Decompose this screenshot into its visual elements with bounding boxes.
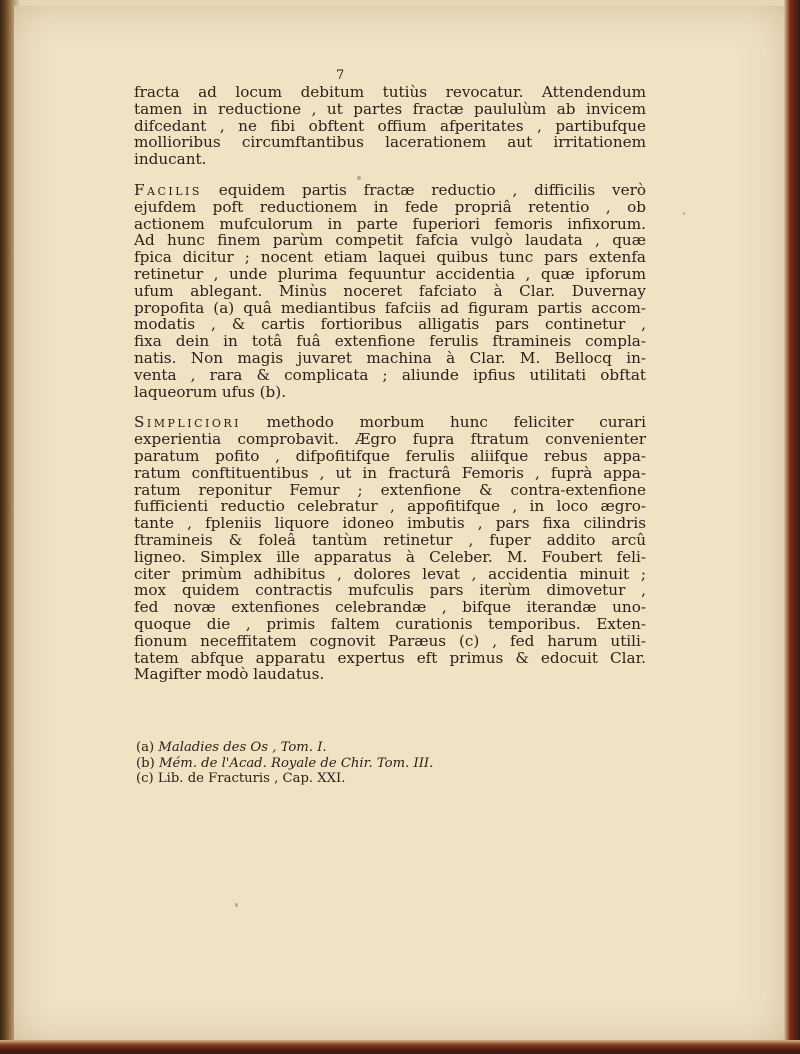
footnote-text: Maladies des Os , Tom. I. <box>158 740 327 755</box>
text-line: laqueorum ufus (b). <box>134 382 287 401</box>
text-line: fed novæ extenfiones celebrandæ , bifque iterandæ uno- <box>134 598 646 617</box>
footnote-mark: (b) <box>136 755 155 771</box>
text-line: modatis , & cartis fortioribus alligatis pars continetur , <box>134 315 646 334</box>
text-line: Magifter modò laudatus. <box>134 665 325 684</box>
text-line: actionem mufculorum in parte fuperiori femoris infixorum. <box>134 214 646 233</box>
footnote-text: Lib. de Fracturis , Cap. XXI. <box>157 771 346 786</box>
text-line: ratum conftituentibus , ut in fracturâ Femoris , fuprà appa- <box>134 463 646 482</box>
text-line: fufficienti reductio celebratur , appofitifque , in loco ægro- <box>134 497 646 516</box>
line-text: methodo morbum hunc feliciter curari <box>240 413 646 432</box>
text-line: inducant. <box>134 150 207 169</box>
footnote-mark: (c) <box>136 771 154 786</box>
text-line: mollioribus circumftantibus lacerationem aut irritationem <box>134 133 646 152</box>
page-edge-bottom <box>0 1040 800 1054</box>
text-line: quoque die , primis faltem curationis temporibus. Exten- <box>134 614 646 633</box>
footnote-c <box>136 771 556 787</box>
footnote-mark: (a) <box>136 740 155 755</box>
text-line: difcedant , ne fibi obftent offium afperitates , partibufque <box>134 116 646 135</box>
text-line: fixa dein in totâ fuâ extenfione ferulis ftramineis compla- <box>134 332 646 351</box>
text-line: experientia comprobavit. Ægro fupra ftratum convenienter <box>134 430 646 449</box>
paragraph-lead-word: Simpliciori <box>134 413 241 432</box>
line-text: equidem partis fractæ reductio , difficilis verò <box>201 180 646 199</box>
paragraph-3 <box>134 414 646 683</box>
footnote-b <box>136 756 556 772</box>
footnote-a <box>136 740 556 756</box>
text-line: natis. Non magis juvaret machina à Clar. M. Bellocq in- <box>134 348 646 367</box>
text-line: tatem abfque apparatu expertus eft primus & edocuit Clar. <box>134 648 646 667</box>
text-line: ratum reponitur Femur ; extenfione & contra-extenfione <box>134 480 646 499</box>
footnotes <box>136 740 556 787</box>
text-line: ftramineis & foleâ tantùm retinetur , fuper addito arcû <box>134 530 646 549</box>
text-line: fionum neceffitatem cognovit Paræus (c) , fed harum utili- <box>134 631 646 650</box>
ink-speck <box>235 903 238 907</box>
footnote-text: Mém. de l'Acad. Royale de Chir. Tom. III. <box>158 755 434 771</box>
text-line: ufum ablegant. Minùs noceret fafciato à Clar. Duvernay <box>134 281 646 300</box>
text-line <box>134 182 646 199</box>
text-line: fpica dicitur ; nocent etiam laquei quibus tunc pars extenfa <box>134 248 646 267</box>
paragraph-1 <box>134 84 646 168</box>
paragraph-lead-word: Facilis <box>134 180 202 199</box>
page-number: 7 <box>336 68 345 83</box>
body-text <box>134 70 646 697</box>
text-line: propofita (a) quâ mediantibus fafciis ad figuram partis accom- <box>134 298 646 317</box>
text-line: fracta ad locum debitum tutiùs revocatur. Attendendum <box>134 83 646 101</box>
page-edge-right <box>784 0 800 1054</box>
text-line: ligneo. Simplex ille apparatus à Celeber. M. Foubert feli- <box>134 547 646 566</box>
paragraph-2 <box>134 182 646 400</box>
ink-speck <box>683 212 685 215</box>
text-line: paratum pofito , difpofitifque ferulis aliifque rebus appa- <box>134 446 646 465</box>
text-line: mox quidem contractis mufculis pars iterùm dimovetur , <box>134 581 646 600</box>
text-line: retinetur , unde plurima fequuntur accidentia , quæ ipforum <box>134 264 646 283</box>
text-line: tante , fpleniis liquore idoneo imbutis , pars fixa cilindris <box>134 514 646 533</box>
text-line: Ad hunc finem parùm competit fafcia vulgò laudata , quæ <box>134 231 646 250</box>
text-line: ejufdem poft reductionem in fede propriâ retentio , ob <box>134 197 646 216</box>
text-line: venta , rara & complicata ; aliunde ipfius utilitati obftat <box>134 365 646 384</box>
text-line <box>134 414 646 431</box>
text-line: citer primùm adhibitus , dolores levat , accidentia minuit ; <box>134 564 646 583</box>
text-line: tamen in reductione , ut partes fractæ paululùm ab invicem <box>134 99 646 118</box>
